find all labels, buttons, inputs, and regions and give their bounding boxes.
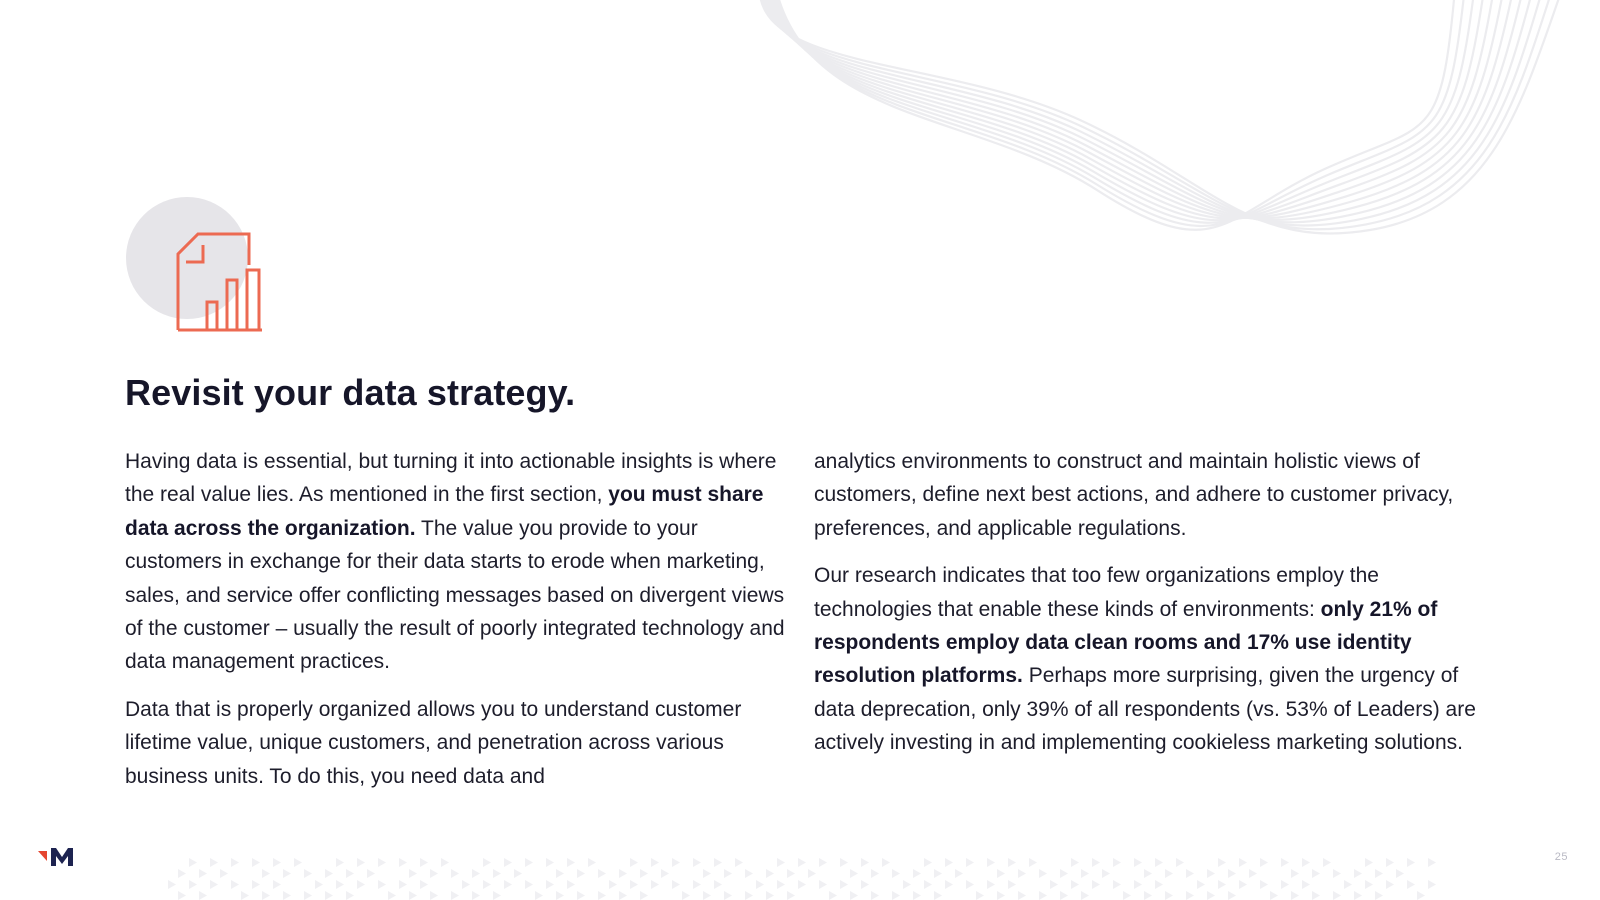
text-run: Data that is properly organized allows you to understand customer lifetime value, unique customers, and penetration across various business units. To do this, you need data and [125, 697, 742, 788]
pattern-triangle [945, 880, 953, 889]
pattern-triangle [1428, 858, 1436, 867]
pattern-triangle [1018, 869, 1026, 878]
pattern-triangle [850, 869, 858, 878]
pattern-triangle [210, 880, 218, 889]
pattern-triangle [703, 869, 711, 878]
pattern-triangle [724, 891, 732, 900]
pattern-triangle [1071, 858, 1079, 867]
pattern-triangle [535, 891, 543, 900]
pattern-triangle [640, 869, 648, 878]
wave-line [776, 0, 1464, 226]
pattern-triangle [357, 880, 365, 889]
document-bar-chart-icon [176, 232, 266, 334]
pattern-triangle [525, 858, 533, 867]
pattern-triangle [483, 858, 491, 867]
wave-line [760, 0, 1560, 233]
wave-line [765, 0, 1531, 222]
pattern-triangle [1186, 869, 1194, 878]
pattern-triangle [693, 880, 701, 889]
pattern-triangle [283, 891, 291, 900]
pattern-triangle [651, 858, 659, 867]
pattern-triangle [1039, 891, 1047, 900]
pattern-triangle [609, 880, 617, 889]
pattern-triangle [378, 858, 386, 867]
pattern-triangle [861, 858, 869, 867]
pattern-triangle [1134, 858, 1142, 867]
pattern-triangle [1134, 880, 1142, 889]
pattern-triangle [346, 869, 354, 878]
pattern-triangle [472, 869, 480, 878]
pattern-triangle [357, 858, 365, 867]
pattern-triangle [315, 880, 323, 889]
pattern-triangle [913, 869, 921, 878]
pattern-triangle [1218, 880, 1226, 889]
pattern-triangle [304, 891, 312, 900]
wave-line [766, 0, 1521, 220]
wave-line [774, 0, 1473, 223]
pattern-triangle [1165, 891, 1173, 900]
pattern-triangle [199, 869, 207, 878]
pattern-triangle [1375, 891, 1383, 900]
pattern-triangle [1312, 869, 1320, 878]
pattern-triangle [430, 891, 438, 900]
pattern-triangle [1281, 858, 1289, 867]
pattern-triangle [1102, 869, 1110, 878]
wave-line [768, 0, 1512, 218]
m-logo [38, 846, 78, 868]
pattern-triangle [1186, 891, 1194, 900]
pattern-triangle [1396, 869, 1404, 878]
pattern-triangle [1018, 891, 1026, 900]
pattern-triangle [682, 891, 690, 900]
pattern-triangle [451, 869, 459, 878]
pattern-triangle [451, 891, 459, 900]
pattern-triangle [1239, 858, 1247, 867]
pattern-triangle [525, 880, 533, 889]
pattern-triangle [1407, 880, 1415, 889]
text-run: Having data is essential, but turning it into actionable insights is where the real value lies. As mentioned in the first section, [125, 450, 777, 507]
pattern-triangle [325, 891, 333, 900]
left-paragraph-1 [125, 445, 790, 679]
pattern-triangle [1365, 880, 1373, 889]
pattern-triangle [1249, 869, 1257, 878]
pattern-triangle [1239, 880, 1247, 889]
pattern-triangle [850, 891, 858, 900]
pattern-triangle [514, 869, 522, 878]
pattern-triangle [1029, 858, 1037, 867]
pattern-triangle [346, 891, 354, 900]
pattern-triangle [1312, 891, 1320, 900]
pattern-triangle [262, 869, 270, 878]
wave-line [778, 0, 1455, 230]
pattern-triangle [703, 891, 711, 900]
pattern-triangle [1323, 858, 1331, 867]
page-title: Revisit your data strategy. [125, 372, 576, 413]
pattern-triangle [336, 858, 344, 867]
pattern-triangle [430, 869, 438, 878]
pattern-triangle [1302, 880, 1310, 889]
pattern-triangle [1260, 880, 1268, 889]
pattern-triangle [976, 891, 984, 900]
pattern-triangle [1228, 869, 1236, 878]
pattern-triangle [420, 880, 428, 889]
pattern-triangle [325, 869, 333, 878]
pattern-triangle [714, 880, 722, 889]
pattern-triangle [546, 880, 554, 889]
pattern-triangle [630, 880, 638, 889]
pattern-triangle [399, 880, 407, 889]
pattern-triangle [871, 891, 879, 900]
pattern-triangle [1207, 891, 1215, 900]
pattern-triangle [178, 869, 186, 878]
pattern-triangle [273, 880, 281, 889]
pattern-triangle [766, 869, 774, 878]
pattern-triangle [567, 858, 575, 867]
pattern-triangle [693, 858, 701, 867]
pattern-triangle [798, 880, 806, 889]
pattern-triangle [472, 891, 480, 900]
pattern-triangle [787, 891, 795, 900]
pattern-triangle [304, 869, 312, 878]
pattern-triangle [577, 869, 585, 878]
pattern-triangle [1302, 858, 1310, 867]
pattern-triangle [556, 891, 564, 900]
wave-line [763, 0, 1541, 225]
pattern-triangle [598, 891, 606, 900]
wave-line [762, 0, 1551, 229]
pattern-triangle [441, 858, 449, 867]
pattern-triangle [1270, 891, 1278, 900]
right-paragraph-1 [814, 445, 1484, 545]
pattern-triangle [231, 858, 239, 867]
pattern-triangle [955, 869, 963, 878]
pattern-triangle [178, 891, 186, 900]
pattern-triangle [1008, 858, 1016, 867]
pattern-triangle [829, 891, 837, 900]
pattern-triangle [336, 880, 344, 889]
pattern-triangle [409, 869, 417, 878]
pattern-triangle [934, 869, 942, 878]
pattern-triangle [997, 869, 1005, 878]
pattern-triangle [777, 858, 785, 867]
pattern-triangle [966, 880, 974, 889]
pattern-triangle [409, 891, 417, 900]
pattern-triangle [640, 891, 648, 900]
pattern-triangle [189, 858, 197, 867]
pattern-triangle [189, 880, 197, 889]
pattern-triangle [1207, 869, 1215, 878]
pattern-triangle [1092, 880, 1100, 889]
pattern-triangle [619, 891, 627, 900]
pattern-triangle [504, 880, 512, 889]
pattern-triangle [252, 858, 260, 867]
pattern-triangle [924, 858, 932, 867]
pattern-triangle [903, 880, 911, 889]
pattern-triangle [388, 891, 396, 900]
text-run: Our research indicates that too few organizations employ the technologies that enable these kinds of environments: [814, 564, 1379, 621]
pattern-triangle [1060, 869, 1068, 878]
pattern-triangle [745, 869, 753, 878]
pattern-triangle [1291, 869, 1299, 878]
pattern-triangle [220, 869, 228, 878]
pattern-triangle [945, 858, 953, 867]
pattern-triangle [1081, 869, 1089, 878]
pattern-triangle [787, 869, 795, 878]
pattern-triangle [1113, 880, 1121, 889]
bold-text-run: you must share data across the organization. [125, 483, 764, 540]
pattern-triangle [1060, 891, 1068, 900]
pattern-triangle [714, 858, 722, 867]
wave-line [773, 0, 1483, 220]
pattern-triangle [1176, 858, 1184, 867]
pattern-triangle [1281, 880, 1289, 889]
pattern-triangle [1260, 858, 1268, 867]
pattern-triangle [1123, 891, 1131, 900]
pattern-triangle [987, 880, 995, 889]
pattern-triangle [840, 880, 848, 889]
pattern-triangle [367, 869, 375, 878]
pattern-triangle [1386, 858, 1394, 867]
pattern-triangle [210, 858, 218, 867]
pattern-triangle [766, 891, 774, 900]
pattern-triangle [1386, 880, 1394, 889]
section-icon [126, 197, 271, 342]
pattern-triangle [724, 869, 732, 878]
pattern-triangle [168, 880, 176, 889]
pattern-triangle [735, 858, 743, 867]
pattern-triangle [1407, 858, 1415, 867]
pattern-triangle [493, 891, 501, 900]
pattern-triangle [1354, 869, 1362, 878]
pattern-triangle [1228, 891, 1236, 900]
pattern-triangle [504, 858, 512, 867]
pattern-triangle [262, 891, 270, 900]
pattern-triangle [756, 880, 764, 889]
pattern-triangle [1375, 869, 1383, 878]
pattern-triangle [840, 858, 848, 867]
pattern-triangle [1165, 869, 1173, 878]
pattern-triangle [598, 869, 606, 878]
pattern-triangle [1050, 880, 1058, 889]
pattern-triangle [1333, 869, 1341, 878]
pattern-triangle [672, 880, 680, 889]
pattern-triangle [420, 858, 428, 867]
pattern-triangle [1365, 858, 1373, 867]
pattern-triangle [819, 858, 827, 867]
pattern-triangle [199, 891, 207, 900]
pattern-triangle [861, 880, 869, 889]
pattern-triangle [1039, 869, 1047, 878]
pattern-triangle [1354, 891, 1362, 900]
pattern-triangle [546, 858, 554, 867]
pattern-triangle [871, 869, 879, 878]
left-text-column [125, 445, 790, 807]
pattern-triangle [1344, 880, 1352, 889]
text-run: Perhaps more surprising, given the urgency of data deprecation, only 39% of all respondents (vs. 53% of Leaders) are actively investing in and implementing cookieless marketing solutions. [814, 664, 1476, 755]
pattern-triangle [1081, 891, 1089, 900]
pattern-triangle [577, 891, 585, 900]
pattern-triangle [1218, 858, 1226, 867]
pattern-triangle [924, 880, 932, 889]
right-paragraph-2 [814, 559, 1484, 759]
pattern-triangle [745, 891, 753, 900]
pattern-triangle [273, 858, 281, 867]
pattern-triangle [399, 858, 407, 867]
left-paragraph-2 [125, 693, 790, 793]
pattern-triangle [819, 880, 827, 889]
pattern-triangle [892, 891, 900, 900]
bold-text-run: only 21% of respondents employ data clean rooms and 17% use identity resolution platforms. [814, 597, 1438, 688]
pattern-triangle [1113, 858, 1121, 867]
wave-line [771, 0, 1493, 219]
pattern-triangle [934, 891, 942, 900]
pattern-triangle [913, 891, 921, 900]
pattern-triangle [1291, 891, 1299, 900]
pattern-triangle [1155, 858, 1163, 867]
pattern-triangle [252, 880, 260, 889]
pattern-triangle [283, 869, 291, 878]
wave-line [770, 0, 1503, 218]
pattern-triangle [556, 869, 564, 878]
pattern-triangle [798, 858, 806, 867]
pattern-triangle [483, 880, 491, 889]
pattern-triangle [1417, 891, 1425, 900]
pattern-triangle [882, 858, 890, 867]
pattern-triangle [1428, 880, 1436, 889]
pattern-triangle [1144, 891, 1152, 900]
pattern-triangle [1144, 869, 1152, 878]
pattern-triangle [1333, 891, 1341, 900]
pattern-triangle [1092, 858, 1100, 867]
pattern-triangle [808, 869, 816, 878]
decorative-triangle-pattern [168, 858, 1438, 900]
text-run: analytics environments to construct and maintain holistic views of customers, define next best actions, and adhere to customer privacy, preferences, and applicable regulations. [814, 450, 1454, 540]
pattern-triangle [1197, 880, 1205, 889]
pattern-triangle [619, 869, 627, 878]
pattern-triangle [892, 869, 900, 878]
pattern-triangle [1071, 880, 1079, 889]
pattern-triangle [567, 880, 575, 889]
pattern-triangle [672, 858, 680, 867]
pattern-triangle [630, 858, 638, 867]
pattern-triangle [651, 880, 659, 889]
right-text-column [814, 445, 1484, 774]
pattern-triangle [294, 858, 302, 867]
pattern-triangle [1155, 880, 1163, 889]
pattern-triangle [231, 880, 239, 889]
pattern-triangle [241, 891, 249, 900]
pattern-triangle [661, 869, 669, 878]
page-number: 25 [1554, 851, 1568, 863]
pattern-triangle [987, 858, 995, 867]
pattern-triangle [462, 880, 470, 889]
pattern-triangle [1008, 880, 1016, 889]
pattern-triangle [777, 880, 785, 889]
pattern-triangle [493, 869, 501, 878]
pattern-triangle [966, 858, 974, 867]
pattern-triangle [378, 880, 386, 889]
pattern-triangle [588, 858, 596, 867]
text-run: The value you provide to your customers in exchange for their data starts to erode when marketing, sales, and service offer conflicting messages based on divergent views of the customer – usually the result of poorly integrated technology and data management practices. [125, 516, 785, 674]
pattern-triangle [997, 891, 1005, 900]
